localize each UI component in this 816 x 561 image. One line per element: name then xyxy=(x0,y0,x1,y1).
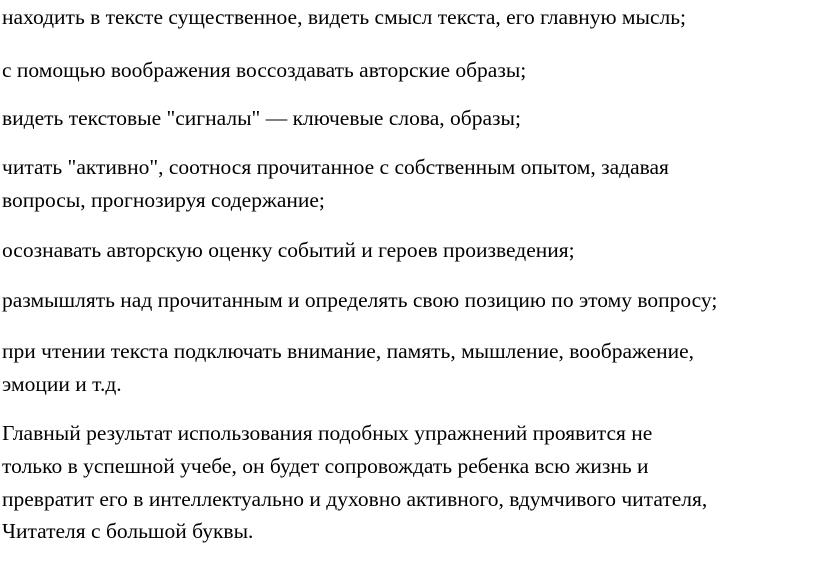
list-item: видеть текстовые "сигналы" — ключевые слова, образы; xyxy=(2,106,521,130)
list-item: с помощью воображения воссоздавать авторские образы; xyxy=(2,58,527,82)
list-item: осознавать авторскую оценку событий и героев произведения; xyxy=(2,238,575,262)
list-item: читать "активно", соотнося прочитанное с собственным опытом, задавая xyxy=(2,155,669,179)
list-item: размышлять над прочитанным и определять свою позицию по этому вопросу; xyxy=(2,288,718,312)
list-item: находить в тексте существенное, видеть смысл текста, его главную мысль; xyxy=(2,5,687,29)
conclusion-line: только в успешной учебе, он будет сопровождать ребенка всю жизнь и xyxy=(2,454,649,478)
conclusion-line: Читателя с большой буквы. xyxy=(2,519,254,543)
list-item: при чтении текста подключать внимание, память, мышление, воображение, xyxy=(2,339,695,363)
list-item: вопросы, прогнозируя содержание; xyxy=(2,188,325,212)
list-item: эмоции и т.д. xyxy=(2,372,122,396)
conclusion-line: Главный результат использования подобных упражнений проявится не xyxy=(2,421,653,445)
conclusion-line: превратит его в интеллектуально и духовно активного, вдумчивого читателя, xyxy=(2,487,708,511)
